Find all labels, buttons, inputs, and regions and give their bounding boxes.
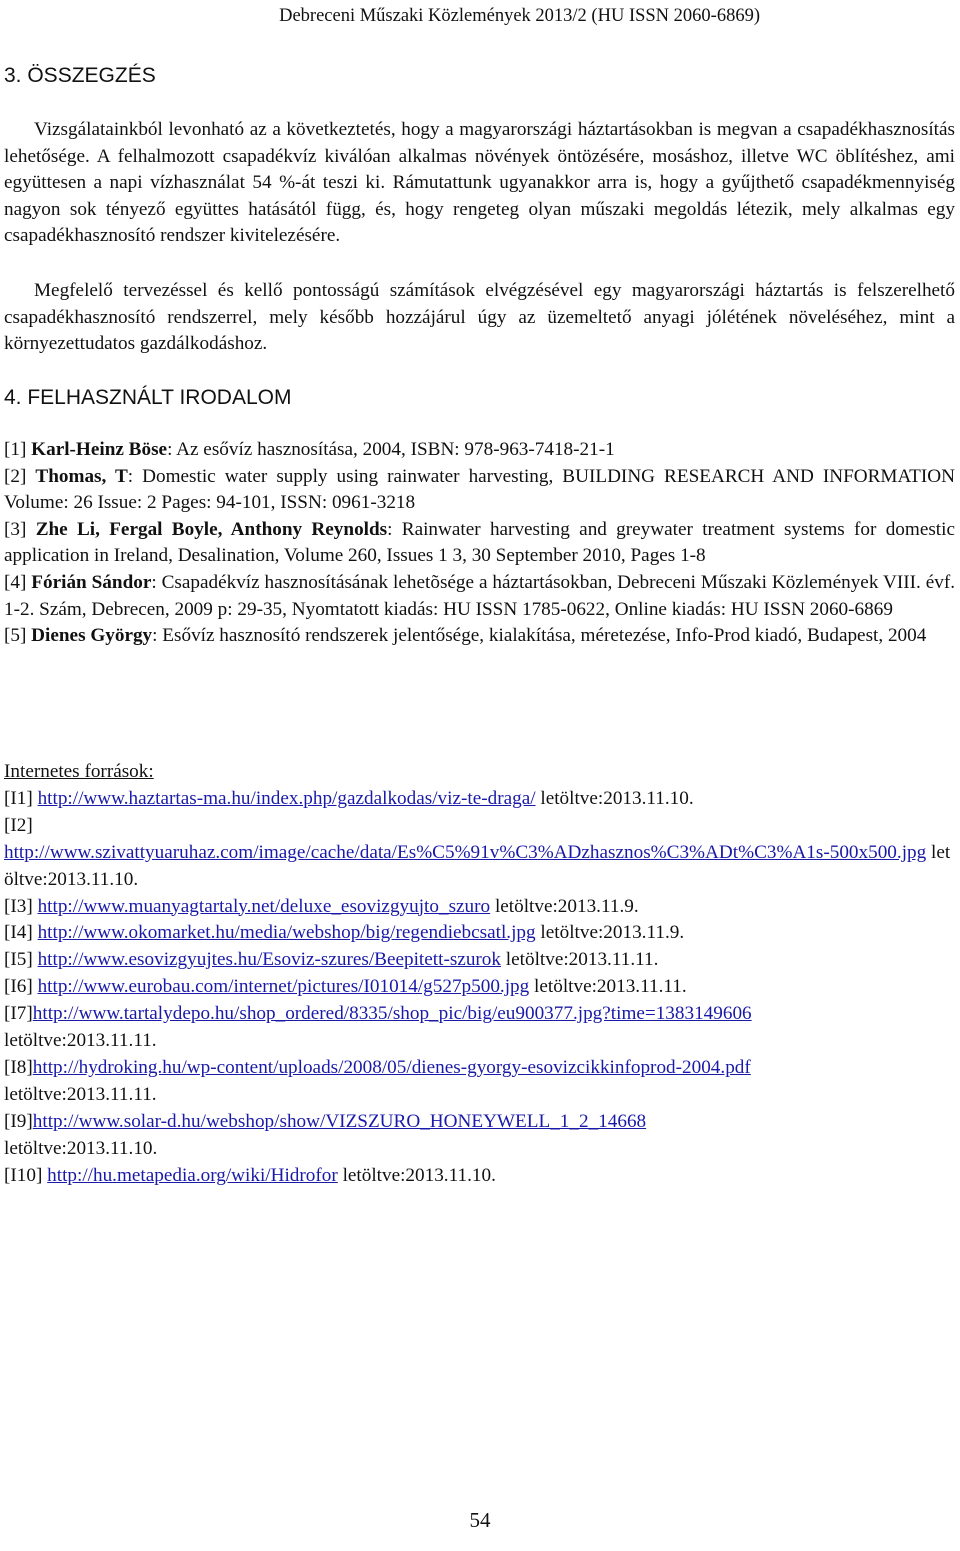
web-source-date: letöltve:2013.11.10. (337, 1164, 496, 1186)
summary-paragraph-2: Megfelelő tervezéssel és kellő pontosságú számítások elvégzésével egy magyarországi háztartás is felszerelhető csapadékhasznosító rendszerrel, mely később hozzájárul úgy az üzemeltető anyagi jólétének növeléséhez, mint a környezettudatos gazdálkodáshoz. (4, 280, 955, 354)
web-source-item (4, 947, 955, 974)
reference-authors: Thomas, T (35, 465, 128, 487)
web-source-link[interactable]: http://hu.metapedia.org/wiki/Hidrofor (47, 1164, 338, 1186)
reference-text: : Rainwater harvesting and greywater treatment systems for domestic application in Ireland, Desalination, Volume 260, Issues 1 3, 30 September 2010, Pages 1-8 (4, 518, 955, 567)
web-source-number: [I8] (4, 1056, 33, 1078)
web-source-date: letöltve:2013.11.11. (4, 1083, 157, 1105)
web-source-date: letöltve:2013.11.11. (501, 949, 659, 971)
reference-item (4, 464, 955, 517)
web-source-link[interactable]: http://www.esovizgyujtes.hu/Esoviz-szures/Beepitett-szurok (37, 949, 501, 971)
web-source-item (4, 813, 955, 894)
reference-number: [1] (4, 439, 27, 460)
reference-item (4, 437, 955, 464)
reference-item (4, 517, 955, 570)
web-sources (4, 759, 955, 1190)
section-heading-summary: 3. ÖSSZEGZÉS (4, 64, 156, 87)
reference-authors: Karl-Heinz Böse (31, 439, 168, 460)
reference-item (4, 570, 955, 623)
reference-text: : Csapadékvíz hasznosításának lehetõsége a háztartásokban, Debreceni Műszaki Közlemények VIII. évf. 1-2. Szám, Debrecen, 2009 p: 29-35, Nyomtatott kiadás: HU ISSN 1785-0622, Online kiadás: HU ISSN 2060-6869 (4, 571, 956, 620)
web-source-number: [I3] (4, 895, 38, 917)
web-source-date: letöltve:2013.11.10. (535, 787, 694, 809)
web-source-date: letöltve:2013.11.11. (529, 976, 687, 998)
web-sources-heading: Internetes források: (4, 761, 154, 782)
web-source-item (4, 1163, 955, 1190)
web-source-number: [I2] (4, 814, 33, 836)
web-source-link[interactable]: http://www.solar-d.hu/webshop/show/VIZSZURO_HONEYWELL_1_2_14668 (32, 1110, 647, 1132)
web-source-date: letöltve:2013.11.9. (490, 895, 639, 917)
reference-authors: Dienes György (31, 625, 153, 647)
web-source-item (4, 1001, 955, 1055)
reference-authors: Fórián Sándor (31, 571, 152, 593)
web-source-item (4, 1055, 955, 1109)
reference-number: [3] (4, 518, 27, 540)
reference-text: : Esővíz hasznosító rendszerek jelentősége, kialakítása, méretezése, Info-Prod kiadó, Budapest, 2004 (152, 625, 927, 647)
web-source-number: [I7] (4, 1003, 33, 1025)
web-source-link[interactable]: http://www.tartalydepo.hu/shop_ordered/8335/shop_pic/big/eu900377.jpg?time=1383149606 (32, 1003, 752, 1025)
reference-authors: Zhe Li, Fergal Boyle, Anthony Reynolds (35, 518, 388, 540)
web-source-item (4, 974, 955, 1001)
web-source-number: [I6] (4, 976, 38, 998)
reference-text: : Az esővíz hasznosítása, 2004, ISBN: 978-963-7418-21-1 (167, 439, 615, 460)
web-source-number: [I5] (4, 949, 38, 971)
page-number: 54 (469, 1508, 491, 1532)
reference-number: [5] (4, 625, 27, 647)
web-source-item (4, 894, 955, 921)
web-source-date: letöltve:2013.11.10. (4, 1137, 158, 1159)
web-source-date: letöltve:2013.11.10. (4, 841, 951, 890)
web-source-item (4, 786, 955, 813)
summary-paragraph-1: Vizsgálatainkból levonható az a következtetés, hogy a magyarországi háztartásokban is megvan a csapadékhasznosítás lehetősége. A felhalmozott csapadékvíz kiválóan alkalmas növények öntözésére, mosáshoz, illetve WC öblítéshez, ami együttesen a napi vízhasználat 54 %-át teszi ki. Rámutattunk ugyanakkor arra is, hogy a gyűjthető csapadékmennyiség nagyon sok tényező együttes hatásától függ, és, hogy rengeteg olyan műszaki megoldás létezik, mely alkalmas egy csapadékhasznosító rendszer kivitelezésére. (4, 119, 955, 246)
web-source-number: [I9] (4, 1110, 33, 1132)
web-source-number: [I1] (4, 787, 38, 809)
section-heading-references: 4. FELHASZNÁLT IRODALOM (4, 386, 292, 409)
web-source-link[interactable]: http://www.okomarket.hu/media/webshop/big/regendiebcsatl.jpg (37, 922, 536, 944)
running-header: Debreceni Műszaki Közlemények 2013/2 (HU ISSN 2060-6869) (279, 6, 760, 26)
web-source-number: [I10] (4, 1164, 48, 1186)
web-source-item (4, 920, 955, 947)
web-source-item (4, 1109, 955, 1163)
web-source-link[interactable]: http://www.muanyagtartaly.net/deluxe_esovizgyujto_szuro (37, 895, 491, 917)
reference-item (4, 623, 955, 650)
web-source-number: [I4] (4, 922, 38, 944)
web-source-link[interactable]: http://www.haztartas-ma.hu/index.php/gazdalkodas/viz-te-draga/ (37, 787, 536, 809)
web-source-link[interactable]: http://hydroking.hu/wp-content/uploads/2008/05/dienes-gyorgy-esovizcikkinfoprod-2004.pdf (32, 1056, 751, 1078)
web-source-link[interactable]: http://www.szivattyuaruhaz.com/image/cache/data/Es%C5%91v%C3%ADzhasznos%C3%ADt%C3%A1s-500x500.jpg (4, 841, 927, 863)
reference-text: : Domestic water supply using rainwater harvesting, BUILDING RESEARCH AND INFORMATION Volume: 26 Issue: 2 Pages: 94-101, ISSN: 0961-3218 (4, 465, 956, 514)
web-source-date: letöltve:2013.11.9. (535, 922, 685, 944)
web-source-link[interactable]: http://www.eurobau.com/internet/pictures/I01014/g527p500.jpg (37, 976, 530, 998)
reference-number: [4] (4, 571, 27, 593)
web-source-date: letöltve:2013.11.11. (4, 1030, 157, 1052)
reference-list (4, 437, 955, 650)
reference-number: [2] (4, 465, 27, 487)
